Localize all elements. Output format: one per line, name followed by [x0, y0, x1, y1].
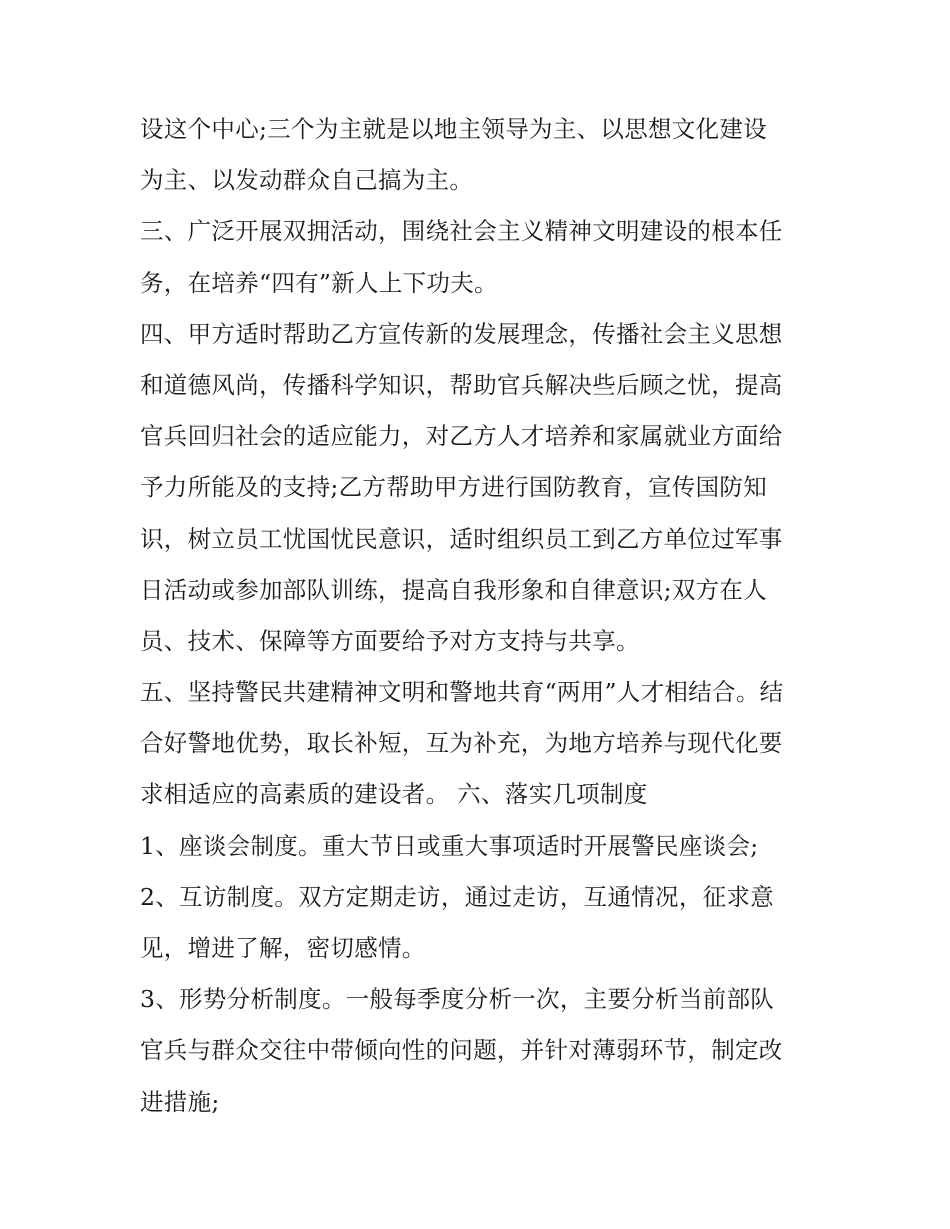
text-line: 员、技术、保障等方面要给予对方支持与共享。 — [140, 626, 640, 655]
text-line: 合好警地优势，取长补短，互为补充，为地方培养与现代化要 — [140, 729, 783, 758]
text-line: 四、甲方适时帮助乙方宣传新的发展理念，传播社会主义思想 — [140, 319, 783, 348]
text-line: 进措施; — [140, 1087, 220, 1116]
text-line: 官兵与群众交往中带倾向性的问题，并针对薄弱环节，制定改 — [140, 1036, 783, 1065]
text-line: 官兵回归社会的适应能力，对乙方人才培养和家属就业方面给 — [140, 422, 783, 451]
text-line: 1、座谈会制度。重大节日或重大事项适时开展警民座谈会; — [140, 831, 759, 860]
text-line: 3、形势分析制度。一般每季度分析一次，主要分析当前部队 — [140, 985, 775, 1014]
text-line: 和道德风尚，传播科学知识，帮助官兵解决些后顾之忧，提高 — [140, 370, 783, 399]
text-line: 日活动或参加部队训练，提高自我形象和自律意识;双方在人 — [140, 575, 768, 604]
text-line: 求相适应的高素质的建设者。 六、落实几项制度 — [140, 780, 648, 809]
text-line: 务，在培养“四有”新人上下功夫。 — [140, 268, 498, 297]
text-line: 五、坚持警民共建精神文明和警地共育“两用”人才相结合。结 — [140, 678, 784, 707]
text-line: 予力所能及的支持;乙方帮助甲方进行国防教育，宣传国防知 — [140, 473, 768, 502]
text-line: 设这个中心;三个为主就是以地主领导为主、以思想文化建设 — [140, 115, 768, 143]
text-line: 2、互访制度。双方定期走访，通过走访，互通情况，征求意 — [140, 882, 775, 911]
text-line: 三、广泛开展双拥活动，围绕社会主义精神文明建设的根本任 — [140, 217, 783, 246]
document-body — [140, 104, 820, 1128]
text-line: 见，增进了解，密切感情。 — [140, 934, 426, 962]
text-line: 为主、以发动群众自己搞为主。 — [140, 166, 474, 195]
text-line: 识，树立员工忧国忧民意识，适时组织员工到乙方单位过军事 — [140, 524, 783, 553]
